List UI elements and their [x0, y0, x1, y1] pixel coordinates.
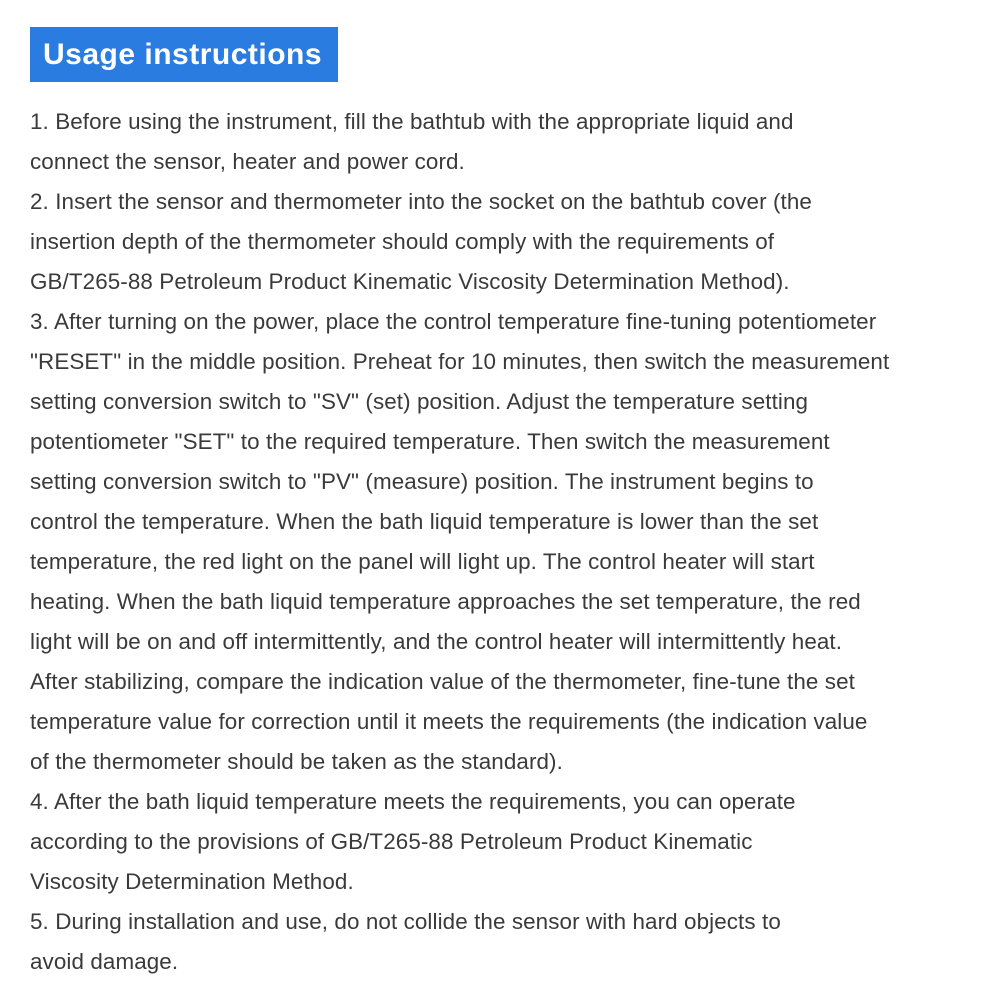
instruction-item-3	[30, 302, 1000, 782]
instruction-line: 5. During installation and use, do not collide the sensor with hard objects to	[30, 909, 781, 934]
instruction-line: setting conversion switch to "PV" (measure) position. The instrument begins to	[30, 469, 814, 494]
instruction-item-1	[30, 102, 1000, 182]
instruction-item-4	[30, 782, 1000, 902]
instruction-line: light will be on and off intermittently, and the control heater will intermittently heat.	[30, 629, 843, 654]
instruction-line: insertion depth of the thermometer should comply with the requirements of	[30, 229, 775, 254]
instruction-item-5	[30, 902, 1000, 982]
instruction-line: After stabilizing, compare the indication value of the thermometer, fine-tune the set	[30, 669, 855, 694]
instruction-line: Viscosity Determination Method.	[30, 869, 354, 894]
instruction-line: potentiometer "SET" to the required temperature. Then switch the measurement	[30, 429, 830, 454]
instruction-line: temperature value for correction until it meets the requirements (the indication value	[30, 709, 868, 734]
instruction-line: control the temperature. When the bath liquid temperature is lower than the set	[30, 509, 819, 534]
instruction-line: connect the sensor, heater and power cord.	[30, 149, 465, 174]
instructions-list	[30, 102, 1000, 982]
instruction-line: according to the provisions of GB/T265-88 Petroleum Product Kinematic	[30, 829, 753, 854]
instruction-line: 2. Insert the sensor and thermometer into the socket on the bathtub cover (the	[30, 189, 812, 214]
section-title: Usage instructions	[43, 38, 323, 71]
instruction-line: GB/T265-88 Petroleum Product Kinematic Viscosity Determination Method).	[30, 269, 790, 294]
instruction-line: avoid damage.	[30, 949, 179, 974]
instruction-line: 3. After turning on the power, place the control temperature fine-tuning potentiometer	[30, 309, 877, 334]
instruction-line: setting conversion switch to "SV" (set) position. Adjust the temperature setting	[30, 389, 809, 414]
instruction-line: 1. Before using the instrument, fill the bathtub with the appropriate liquid and	[30, 109, 794, 134]
instruction-line: of the thermometer should be taken as the standard).	[30, 749, 563, 774]
instruction-line: heating. When the bath liquid temperature approaches the set temperature, the red	[30, 589, 861, 614]
instruction-line: 4. After the bath liquid temperature meets the requirements, you can operate	[30, 789, 796, 814]
section-title-badge	[30, 27, 338, 82]
instruction-line: "RESET" in the middle position. Preheat for 10 minutes, then switch the measurement	[30, 349, 890, 374]
instruction-line: temperature, the red light on the panel will light up. The control heater will start	[30, 549, 815, 574]
instruction-item-2	[30, 182, 1000, 302]
